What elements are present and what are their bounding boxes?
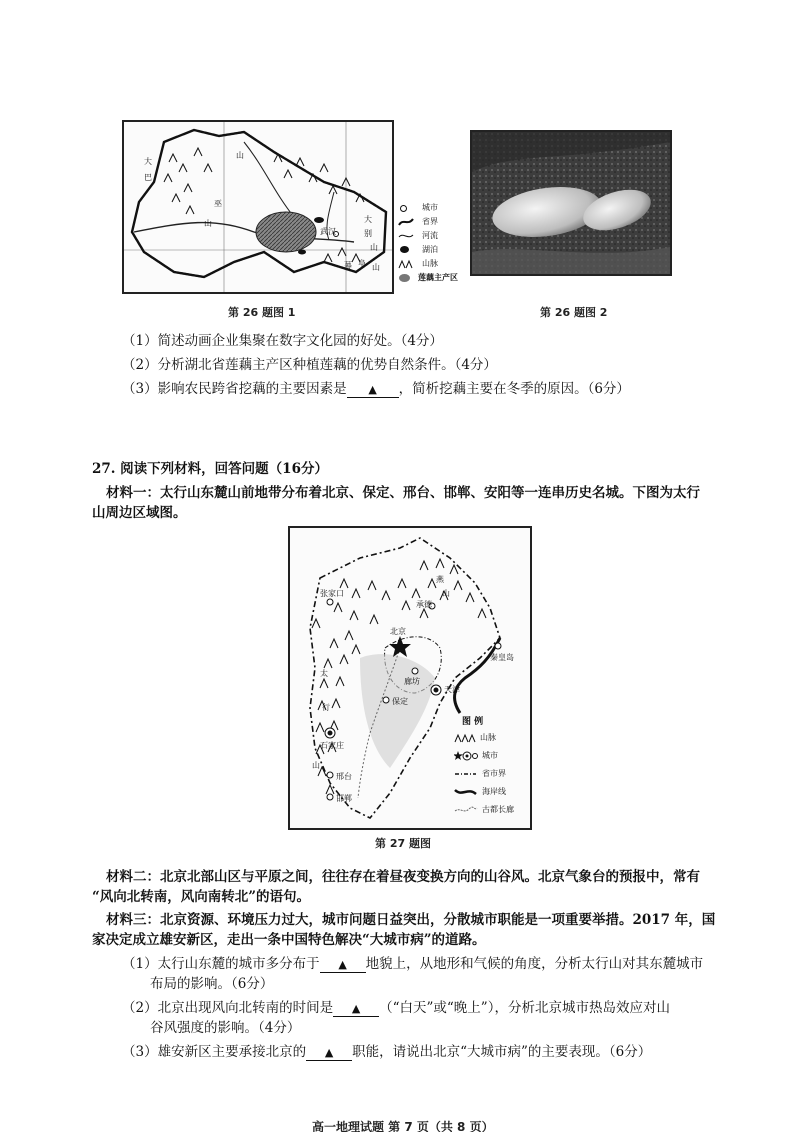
map-label-bie: 别: [364, 229, 372, 238]
q27-material-3-line-2: 家决定成立雄安新区，走出一条中国特色解决“大城市病”的道路。: [92, 932, 486, 948]
legend-row-corridor: 古都长廊: [454, 804, 526, 818]
legend-row-lake: 湖泊: [398, 244, 468, 258]
q27-sub-3-suffix: 职能，请说出北京“大城市病”的主要表现。（6分）: [352, 1044, 652, 1060]
city-label-langfang: 廊坊: [404, 677, 420, 686]
legend-title: 图 例: [462, 717, 484, 727]
page-footer-text: 高一地理试题 第 7 页（共 8 页）: [312, 1120, 494, 1132]
answer-blank[interactable]: ▲: [320, 958, 366, 973]
map-label-da2: 大: [364, 215, 372, 224]
q27-sub-3-prefix: （3）雄安新区主要承接北京的: [122, 1044, 307, 1060]
map-label-hang: 行: [322, 703, 330, 712]
boundary-symbol-icon: [454, 769, 478, 779]
city-label-xingtai: 邢台: [336, 772, 352, 781]
q27-sub-3: [122, 1042, 651, 1062]
q27-material-2-line-1: 材料二：北京北部山区与平原之间，往往存在着昼夜变换方向的山谷风。北京气象台的预报中，常有: [106, 869, 700, 885]
legend-row-river: 河流: [398, 230, 468, 244]
answer-blank[interactable]: ▲: [333, 1002, 379, 1017]
q27-sub-1-line-2: 布局的影响。（6分）: [150, 976, 274, 992]
map-label-mu: 幕: [344, 261, 352, 270]
legend-row-city: 城市: [398, 202, 468, 216]
mountain-symbol-icon: [398, 259, 414, 269]
river-symbol-icon: [398, 231, 414, 241]
city-label-qinhuangdao: 秦皇岛: [490, 653, 514, 662]
city-label-beijing: 北京: [390, 627, 406, 636]
map-label-shan3: 山: [370, 243, 378, 252]
map-label-fu: 阜: [358, 259, 366, 268]
answer-blank[interactable]: ▲: [347, 383, 399, 398]
map-label-wu: 巫: [214, 199, 222, 208]
figure-27-caption: 第 27 题图: [375, 837, 431, 850]
map-label-tai: 太: [320, 669, 328, 678]
q26-item-3: [122, 379, 630, 399]
coastline-symbol-icon: [454, 787, 478, 797]
mountain-symbol-icon: [454, 733, 476, 743]
map-label-taihangshan: 山: [312, 761, 320, 770]
figure-26-1-caption: 第 26 题图 1: [228, 306, 296, 319]
city-label-handan: 邯郸: [336, 794, 352, 803]
legend-row-mountain: 山脉: [398, 258, 468, 272]
boundary-symbol-icon: [398, 217, 414, 227]
map-label-shan4: 山: [372, 263, 380, 272]
legend-row-mountain: 山脉: [454, 732, 526, 746]
answer-blank[interactable]: ▲: [306, 1046, 352, 1061]
legend-row-city: 城市: [454, 750, 526, 764]
map-label-yanshan: 山: [442, 589, 450, 598]
city-label-shijiazhuang: 石家庄: [320, 741, 344, 750]
figure-27-legend: [454, 714, 526, 822]
map-label-wuhan: 武汉: [320, 227, 336, 236]
city-label-chengde: 承德: [416, 600, 432, 609]
q27-sub-2-line-1: [122, 998, 670, 1018]
map-label-shan1: 山: [236, 151, 244, 160]
q26-item-3-prefix: （3）影响农民跨省挖藕的主要因素是: [122, 381, 347, 397]
q27-sub-1-suffix: 地貌上，从地形和气候的角度，分析太行山对其东麓城市: [365, 956, 704, 972]
q27-material-3-line-1: 材料三：北京资源、环境压力过大，城市问题日益突出，分散城市职能是一项重要举措。2017 年，国: [106, 912, 716, 928]
city-label-tianjin: 天津: [444, 685, 460, 694]
figure-26-legend: [398, 202, 468, 292]
map-label-ba: 巴: [144, 173, 152, 182]
legend-row-coastline: 海岸线: [454, 786, 526, 800]
figure-27-map: [288, 526, 532, 830]
q27-sub-2-prefix: （2）北京出现风向北转南的时间是: [122, 1000, 334, 1016]
figure-26-map: [122, 120, 394, 294]
city-symbol-icon: [454, 751, 478, 761]
q27-sub-2-suffix: （“白天”或“晚上”），分析北京城市热岛效应对山: [379, 1000, 670, 1016]
city-label-zhangjiakou: 张家口: [320, 589, 344, 598]
lotus-root-photo-graphic: [472, 132, 670, 274]
q26-item-2: （2）分析湖北省莲藕主产区种植莲藕的优势自然条件。（4分）: [122, 357, 497, 373]
q27-title: 27. 阅读下列材料，回答问题（16分）: [92, 461, 328, 477]
q27-sub-1-prefix: （1）太行山东麓的城市多分布于: [122, 956, 320, 972]
q27-sub-2-line-2: 谷风强度的影响。（4分）: [150, 1020, 301, 1036]
figure-26-photo: [470, 130, 672, 276]
city-label-baoding: 保定: [392, 697, 408, 706]
legend-row-lotus: 莲藕主产区: [398, 272, 468, 286]
legend-row-boundary: 省市界: [454, 768, 526, 782]
map-label-yan: 燕: [436, 575, 444, 584]
q27-sub-1-line-1: [122, 954, 703, 974]
page-footer: [0, 1114, 800, 1132]
city-symbol-icon: [400, 205, 407, 212]
legend-row-boundary: 省界: [398, 216, 468, 230]
lake-symbol-icon: [400, 246, 409, 253]
lotus-region-symbol-icon: [399, 274, 410, 282]
q27-material-2-line-2: “风向北转南，风向南转北”的语句。: [92, 889, 311, 905]
q27-material-1-line-2: 山周边区域图。: [92, 505, 187, 521]
corridor-symbol-icon: [454, 805, 478, 815]
map-label-shan2: 山: [204, 219, 212, 228]
q26-item-3-suffix: ，简析挖藕主要在冬季的原因。（6分）: [398, 381, 630, 397]
figure-26-2-caption: 第 26 题图 2: [540, 306, 608, 319]
q26-item-1: （1）简述动画企业集聚在数字文化园的好处。（4分）: [122, 333, 443, 349]
map-label-da: 大: [144, 157, 152, 166]
q27-material-1-line-1: 材料一：太行山东麓山前地带分布着北京、保定、邢台、邯郸、安阳等一连串历史名城。下图为太行: [106, 485, 700, 501]
